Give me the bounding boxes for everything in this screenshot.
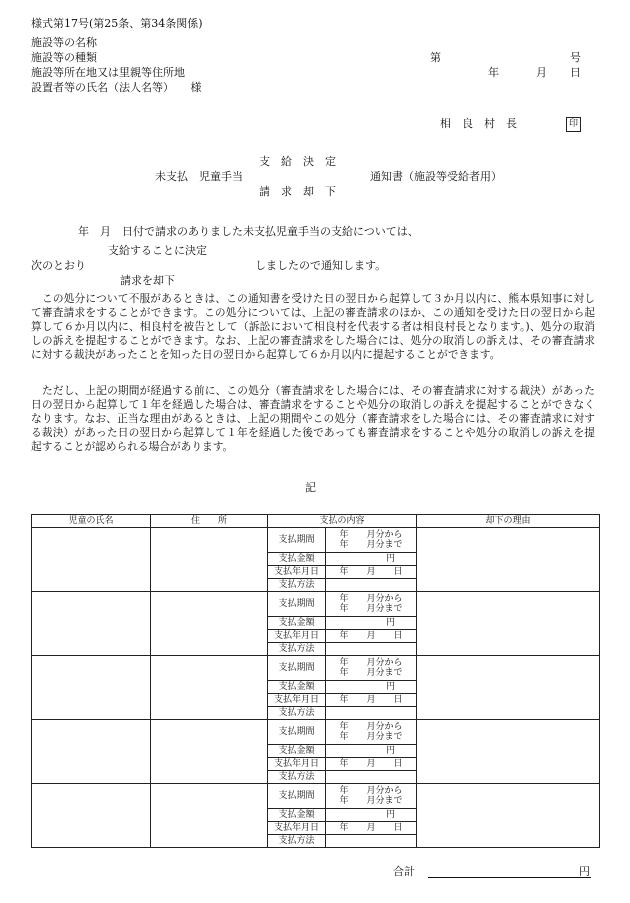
date-day: 日: [570, 66, 581, 79]
total-label: 合計: [393, 865, 415, 878]
period-label: 支払期間: [268, 528, 326, 553]
payment-record: [32, 528, 600, 553]
result-suffix: しましたので通知します。: [255, 259, 387, 272]
period-to: 年 月分まで: [339, 668, 403, 678]
title-reject: 請 求 却 下: [259, 185, 336, 198]
address-cell[interactable]: [151, 592, 268, 656]
header-address: 住 所: [151, 515, 268, 528]
appeal-paragraph-1: この処分について不服があるときは、この通知書を受けた日の翌日から起算して３か月以内に、熊本県知事に対して審査請求をすることができます。この処分については、上記の審査請求のほか、この通知を受けた日の翌日から起算して６か月以内に、相良村を被告として（訴訟において相良村を代表する者は相良村長となります。)、処分の取消しの訴えを提起することができます。なお、上記の審査請求をした場合には、処分の取消しの訴えは、その審査請求に対する裁決があったことを知った日の翌日から起算して６か月以内に提起することができます。: [31, 292, 595, 361]
period-from: 年 月分から: [339, 722, 403, 732]
founder-name-label: 設置者等の氏名（法人名等） 様: [31, 81, 202, 94]
issuer-title: 相 良 村 長: [440, 117, 517, 130]
period-to: 年 月分まで: [339, 604, 403, 614]
option-reject: 請求を却下: [120, 274, 175, 287]
header-child-name: 児童の氏名: [32, 515, 151, 528]
amount-label: 支払金額: [268, 553, 326, 566]
payment-record: [32, 592, 600, 617]
ki-marker: 記: [305, 481, 316, 494]
appeal-paragraph-2: ただし、上記の期間が経過する前に、この処分（審査請求をした場合には、その審査請求に対する裁決）があった日の翌日から起算して１年を経過した場合は、審査請求をすることや処分の取消しの訴えを提起することができなくなります。なお、正当な理由があるときは、上記の期間やこの処分（審査請求をした場合には、その審査請求に対する裁決）があった日の翌日から起算して１年を経過した後であっても審査請求をすることや処分の取消しの訴えを提起することが認められる場合があります。: [31, 384, 595, 453]
amount-label: 支払金額: [268, 809, 326, 822]
payment-method-label: 支払方法: [268, 707, 326, 720]
payment-method-label: 支払方法: [268, 579, 326, 592]
amount-label: 支払金額: [268, 745, 326, 758]
payment-date-value: 年 月 日: [326, 694, 417, 707]
address-cell[interactable]: [151, 720, 268, 784]
payment-method-label: 支払方法: [268, 643, 326, 656]
payment-method-value[interactable]: [326, 707, 417, 720]
period-label: 支払期間: [268, 720, 326, 745]
document-number-prefix: 第: [430, 51, 441, 64]
payment-date-label: 支払年月日: [268, 630, 326, 643]
payment-record: [32, 720, 600, 745]
option-decide: 支給することに決定: [108, 244, 207, 257]
child-name-cell[interactable]: [32, 720, 151, 784]
reject-reason-cell[interactable]: [417, 528, 600, 592]
intro-sentence: 年 月 日付で請求のありました未支払児童手当の支給については、: [78, 225, 419, 238]
period-from: 年 月分から: [339, 658, 403, 668]
amount-value: 円: [326, 681, 417, 694]
facility-address-label: 施設等所在地又は里親等住所地: [31, 66, 185, 79]
payment-method-value[interactable]: [326, 643, 417, 656]
child-name-cell[interactable]: [32, 656, 151, 720]
payment-table: [31, 514, 600, 848]
header-reject-reason: 却下の理由: [417, 515, 600, 528]
address-cell[interactable]: [151, 784, 268, 848]
date-month: 月: [536, 66, 547, 79]
payment-date-value: 年 月 日: [326, 566, 417, 579]
address-cell[interactable]: [151, 656, 268, 720]
title-left: 未支払 児童手当: [155, 170, 243, 183]
amount-value: 円: [326, 553, 417, 566]
period-label: 支払期間: [268, 784, 326, 809]
payment-method-value[interactable]: [326, 835, 417, 848]
amount-label: 支払金額: [268, 681, 326, 694]
payment-date-label: 支払年月日: [268, 822, 326, 835]
period-from: 年 月分から: [339, 530, 403, 540]
period-label: 支払期間: [268, 592, 326, 617]
header-payment-details: 支払の内容: [268, 515, 417, 528]
amount-value: 円: [326, 745, 417, 758]
document-number-suffix: 号: [570, 51, 581, 64]
reject-reason-cell[interactable]: [417, 592, 600, 656]
period-value: [326, 592, 417, 617]
total-underline: [428, 877, 591, 878]
period-from: 年 月分から: [339, 594, 403, 604]
title-decide: 支 給 決 定: [259, 155, 336, 168]
payment-method-label: 支払方法: [268, 771, 326, 784]
payment-date-value: 年 月 日: [326, 758, 417, 771]
period-value: [326, 720, 417, 745]
payment-record: [32, 784, 600, 809]
amount-label: 支払金額: [268, 617, 326, 630]
result-prefix: 次のとおり: [31, 259, 86, 272]
seal-stamp: 印: [566, 117, 581, 132]
facility-type-label: 施設等の種類: [31, 51, 97, 64]
payment-date-value: 年 月 日: [326, 630, 417, 643]
period-label: 支払期間: [268, 656, 326, 681]
amount-value: 円: [326, 617, 417, 630]
address-cell[interactable]: [151, 528, 268, 592]
facility-name-label: 施設等の名称: [31, 36, 97, 49]
reject-reason-cell[interactable]: [417, 784, 600, 848]
total-unit: 円: [579, 865, 590, 878]
payment-record: [32, 656, 600, 681]
form-number: 様式第17号(第25条、第34条関係): [31, 17, 203, 30]
child-name-cell[interactable]: [32, 528, 151, 592]
period-to: 年 月分まで: [339, 732, 403, 742]
child-name-cell[interactable]: [32, 592, 151, 656]
period-value: [326, 656, 417, 681]
date-year: 年: [488, 66, 499, 79]
payment-date-value: 年 月 日: [326, 822, 417, 835]
child-name-cell[interactable]: [32, 784, 151, 848]
period-to: 年 月分まで: [339, 540, 403, 550]
payment-method-value[interactable]: [326, 579, 417, 592]
period-from: 年 月分から: [339, 786, 403, 796]
period-value: [326, 528, 417, 553]
payment-date-label: 支払年月日: [268, 694, 326, 707]
period-value: [326, 784, 417, 809]
amount-value: 円: [326, 809, 417, 822]
payment-date-label: 支払年月日: [268, 758, 326, 771]
title-right: 通知書（施設等受給者用）: [370, 170, 502, 183]
payment-method-value[interactable]: [326, 771, 417, 784]
reject-reason-cell[interactable]: [417, 656, 600, 720]
period-to: 年 月分まで: [339, 796, 403, 806]
payment-date-label: 支払年月日: [268, 566, 326, 579]
payment-method-label: 支払方法: [268, 835, 326, 848]
reject-reason-cell[interactable]: [417, 720, 600, 784]
